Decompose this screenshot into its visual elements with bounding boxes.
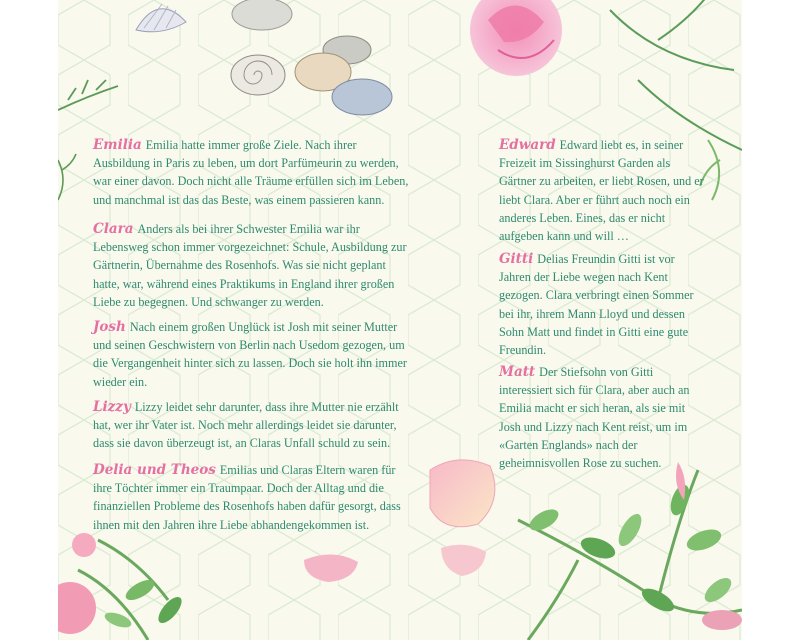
character-entry-emilia (93, 136, 411, 209)
character-entry-josh (93, 318, 411, 391)
character-entry-lizzy (93, 398, 411, 453)
character-description: Delias Freundin Gitti ist vor Jahren der Liebe wegen nach Kent gezogen. Clara verbringt einen Sommer bei ihr, ihrem Mann Lloyd und dessen Sohn Matt und findet in Gitti eine gute Freundin. (499, 252, 694, 358)
character-name: Josh (93, 319, 126, 335)
stone-icon (332, 79, 392, 115)
character-name: Gitti (499, 251, 534, 267)
character-entry-edward (499, 136, 709, 245)
character-description: Nach einem großen Unglück ist Josh mit seiner Mutter und seinen Geschwistern von Berlin nach Usedom gezogen, um die Vergangenheit hinter sich zu lassen. Doch sie holt ihn immer wieder ein. (93, 320, 407, 389)
character-entry-delia-theos (93, 461, 411, 534)
character-description: Emilia hatte immer große Ziele. Nach ihrer Ausbildung in Paris zu leben, um dort Parfümeurin zu werden, war einer davon. Doch nicht alle Träume erfüllen sich im Leben, und manchmal ist das das Beste, was einem passieren kann. (93, 138, 409, 207)
character-description: Lizzy leidet sehr darunter, dass ihre Mutter nie erzählt hat, wer ihr Vater ist. Noch mehr allerdings leidet sie darunter, dass sie davon überzeugt ist, an Claras Unfall schuld zu sein. (93, 400, 399, 451)
character-name: Matt (499, 364, 536, 380)
character-description: Anders als bei ihrer Schwester Emilia war ihr Lebensweg schon immer vorgezeichnet: Schule, Ausbildung zur Gärtnerin, Übernahme des Rosenhofs. Was sie nicht geplant hatte, war, während eines Praktikums in England ihrer großen Liebe zu begegnen. Und schwanger zu werden. (93, 222, 407, 309)
snail-shell-icon (231, 55, 285, 95)
book-page (58, 0, 742, 640)
character-description: Edward liebt es, in seiner Freizeit im Sissinghurst Garden als Gärtner zu arbeiten, er liebt Rosen, und er liebt Clara. Aber er führt auch noch ein anderes Leben. Eines, das er nicht aufgeben kann und will … (499, 138, 704, 244)
character-description: Der Stiefsohn von Gitti interessiert sich für Clara, aber auch an Emilia macht er sich heran, als sie mit Josh und Lizzy nach Kent reist, um im «Garten Englands» nach der geheimnisvollen Rose zu suchen. (499, 365, 690, 471)
character-name: Edward (499, 137, 556, 153)
character-entry-gitti (499, 250, 709, 359)
stone-icon (232, 0, 292, 30)
character-name: Clara (93, 221, 134, 237)
petal-icon (430, 460, 495, 527)
character-description: Emilias und Claras Eltern waren für ihre Töchter immer ein Traumpaar. Doch der Alltag und die finanziellen Probleme des Rosenhofs haben dafür gesorgt, dass ihnen mit den Jahren ihre Liebe abhandengekommen ist. (93, 463, 401, 532)
character-name: Delia und Theos (93, 462, 216, 478)
character-entry-clara (93, 220, 411, 311)
character-name: Lizzy (93, 399, 131, 415)
character-entry-matt (499, 363, 709, 472)
character-name: Emilia (93, 137, 142, 153)
